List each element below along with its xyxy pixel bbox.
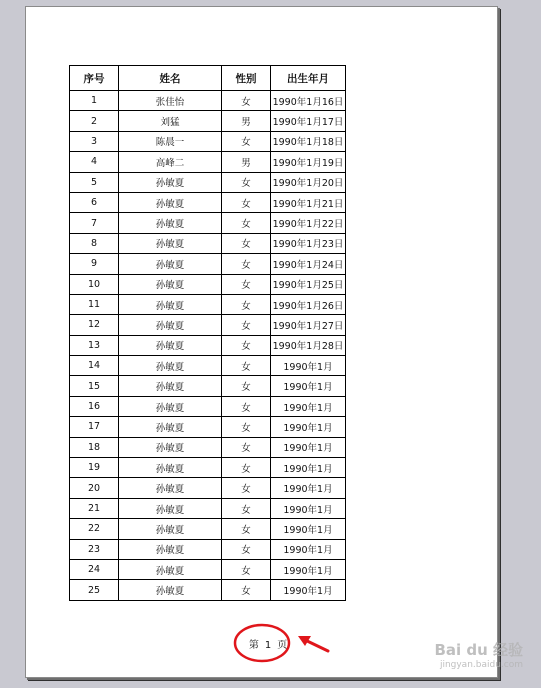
cell-name: 张佳怡 xyxy=(119,91,222,111)
cell-birthdate: 1990年1月 xyxy=(271,559,346,579)
cell-name: 刘猛 xyxy=(119,111,222,131)
cell-gender: 女 xyxy=(222,580,271,600)
cell-gender: 女 xyxy=(222,254,271,274)
cell-name: 孙敏夏 xyxy=(119,580,222,600)
cell-birthdate: 1990年1月 xyxy=(271,478,346,498)
cell-gender: 男 xyxy=(222,152,271,172)
table-header-row xyxy=(70,66,346,91)
cell-name: 孙敏夏 xyxy=(119,458,222,478)
table-row xyxy=(70,233,346,253)
cell-index: 8 xyxy=(70,233,119,253)
cell-index: 6 xyxy=(70,192,119,212)
table-row xyxy=(70,437,346,457)
cell-gender: 女 xyxy=(222,91,271,111)
cell-gender: 女 xyxy=(222,396,271,416)
cell-name: 孙敏夏 xyxy=(119,335,222,355)
cell-birthdate: 1990年1月18日 xyxy=(271,131,346,151)
cell-gender: 女 xyxy=(222,274,271,294)
cell-index: 20 xyxy=(70,478,119,498)
cell-birthdate: 1990年1月26日 xyxy=(271,294,346,314)
cell-index: 25 xyxy=(70,580,119,600)
cell-birthdate: 1990年1月24日 xyxy=(271,254,346,274)
cell-index: 11 xyxy=(70,294,119,314)
cell-gender: 女 xyxy=(222,498,271,518)
table-row xyxy=(70,274,346,294)
cell-name: 孙敏夏 xyxy=(119,376,222,396)
table-row xyxy=(70,396,346,416)
cell-index: 18 xyxy=(70,437,119,457)
cell-gender: 女 xyxy=(222,172,271,192)
cell-birthdate: 1990年1月 xyxy=(271,437,346,457)
table-row xyxy=(70,91,346,111)
cell-birthdate: 1990年1月28日 xyxy=(271,335,346,355)
watermark xyxy=(434,639,523,670)
cell-index: 21 xyxy=(70,498,119,518)
cell-gender: 女 xyxy=(222,458,271,478)
header-cell-name: 姓名 xyxy=(119,66,222,91)
cell-index: 14 xyxy=(70,356,119,376)
cell-birthdate: 1990年1月 xyxy=(271,396,346,416)
cell-gender: 女 xyxy=(222,559,271,579)
cell-name: 孙敏夏 xyxy=(119,478,222,498)
table-row xyxy=(70,315,346,335)
cell-name: 孙敏夏 xyxy=(119,356,222,376)
cell-index: 4 xyxy=(70,152,119,172)
cell-gender: 女 xyxy=(222,294,271,314)
cell-birthdate: 1990年1月 xyxy=(271,539,346,559)
cell-name: 孙敏夏 xyxy=(119,172,222,192)
footer-page-number: 1 xyxy=(264,640,272,651)
cell-gender: 女 xyxy=(222,233,271,253)
cell-name: 孙敏夏 xyxy=(119,274,222,294)
cell-birthdate: 1990年1月21日 xyxy=(271,192,346,212)
cell-index: 7 xyxy=(70,213,119,233)
cell-index: 22 xyxy=(70,519,119,539)
cell-index: 10 xyxy=(70,274,119,294)
cell-gender: 女 xyxy=(222,417,271,437)
print-preview-page xyxy=(25,6,498,678)
table-row xyxy=(70,335,346,355)
table-row xyxy=(70,254,346,274)
table-row xyxy=(70,417,346,437)
table-row xyxy=(70,458,346,478)
table-row xyxy=(70,356,346,376)
cell-index: 17 xyxy=(70,417,119,437)
table-row xyxy=(70,498,346,518)
cell-birthdate: 1990年1月 xyxy=(271,376,346,396)
data-table xyxy=(69,65,346,601)
cell-name: 孙敏夏 xyxy=(119,233,222,253)
cell-gender: 女 xyxy=(222,356,271,376)
cell-birthdate: 1990年1月22日 xyxy=(271,213,346,233)
footer-prefix: 第 xyxy=(248,640,259,651)
cell-index: 9 xyxy=(70,254,119,274)
header-cell-birthdate: 出生年月 xyxy=(271,66,346,91)
watermark-sub: jingyan.baidu.com xyxy=(439,660,523,670)
cell-index: 3 xyxy=(70,131,119,151)
table-row xyxy=(70,131,346,151)
cell-index: 2 xyxy=(70,111,119,131)
page-footer xyxy=(238,631,298,661)
table-row xyxy=(70,111,346,131)
cell-index: 1 xyxy=(70,91,119,111)
table-row xyxy=(70,519,346,539)
table-row xyxy=(70,376,346,396)
cell-index: 12 xyxy=(70,315,119,335)
cell-gender: 男 xyxy=(222,111,271,131)
watermark-brand: Bai du 经验 xyxy=(434,641,523,659)
cell-birthdate: 1990年1月20日 xyxy=(271,172,346,192)
table-row xyxy=(70,152,346,172)
cell-gender: 女 xyxy=(222,437,271,457)
cell-birthdate: 1990年1月 xyxy=(271,580,346,600)
cell-gender: 女 xyxy=(222,315,271,335)
cell-index: 23 xyxy=(70,539,119,559)
cell-index: 24 xyxy=(70,559,119,579)
cell-birthdate: 1990年1月23日 xyxy=(271,233,346,253)
cell-birthdate: 1990年1月 xyxy=(271,458,346,478)
cell-birthdate: 1990年1月 xyxy=(271,519,346,539)
cell-gender: 女 xyxy=(222,376,271,396)
cell-name: 孙敏夏 xyxy=(119,437,222,457)
cell-name: 高峰二 xyxy=(119,152,222,172)
footer-suffix: 页 xyxy=(277,640,288,651)
table-row xyxy=(70,539,346,559)
table-row xyxy=(70,172,346,192)
cell-birthdate: 1990年1月 xyxy=(271,356,346,376)
table-row xyxy=(70,213,346,233)
cell-name: 孙敏夏 xyxy=(119,213,222,233)
cell-index: 13 xyxy=(70,335,119,355)
cell-name: 孙敏夏 xyxy=(119,498,222,518)
cell-gender: 女 xyxy=(222,131,271,151)
cell-name: 孙敏夏 xyxy=(119,559,222,579)
cell-index: 5 xyxy=(70,172,119,192)
cell-name: 孙敏夏 xyxy=(119,519,222,539)
cell-birthdate: 1990年1月25日 xyxy=(271,274,346,294)
cell-birthdate: 1990年1月 xyxy=(271,498,346,518)
cell-birthdate: 1990年1月17日 xyxy=(271,111,346,131)
table-row xyxy=(70,294,346,314)
cell-name: 陈晨一 xyxy=(119,131,222,151)
table-row xyxy=(70,559,346,579)
cell-name: 孙敏夏 xyxy=(119,254,222,274)
table-row xyxy=(70,478,346,498)
cell-birthdate: 1990年1月 xyxy=(271,417,346,437)
cell-index: 16 xyxy=(70,396,119,416)
cell-name: 孙敏夏 xyxy=(119,294,222,314)
table-row xyxy=(70,192,346,212)
cell-name: 孙敏夏 xyxy=(119,539,222,559)
table-body xyxy=(70,91,346,601)
cell-name: 孙敏夏 xyxy=(119,417,222,437)
header-cell-gender: 性别 xyxy=(222,66,271,91)
cell-gender: 女 xyxy=(222,213,271,233)
header-cell-index: 序号 xyxy=(70,66,119,91)
cell-birthdate: 1990年1月19日 xyxy=(271,152,346,172)
cell-name: 孙敏夏 xyxy=(119,192,222,212)
cell-gender: 女 xyxy=(222,478,271,498)
cell-name: 孙敏夏 xyxy=(119,315,222,335)
cell-name: 孙敏夏 xyxy=(119,396,222,416)
cell-index: 19 xyxy=(70,458,119,478)
cell-birthdate: 1990年1月16日 xyxy=(271,91,346,111)
cell-gender: 女 xyxy=(222,519,271,539)
cell-gender: 女 xyxy=(222,192,271,212)
table-row xyxy=(70,580,346,600)
cell-birthdate: 1990年1月27日 xyxy=(271,315,346,335)
cell-index: 15 xyxy=(70,376,119,396)
cell-gender: 女 xyxy=(222,335,271,355)
cell-gender: 女 xyxy=(222,539,271,559)
